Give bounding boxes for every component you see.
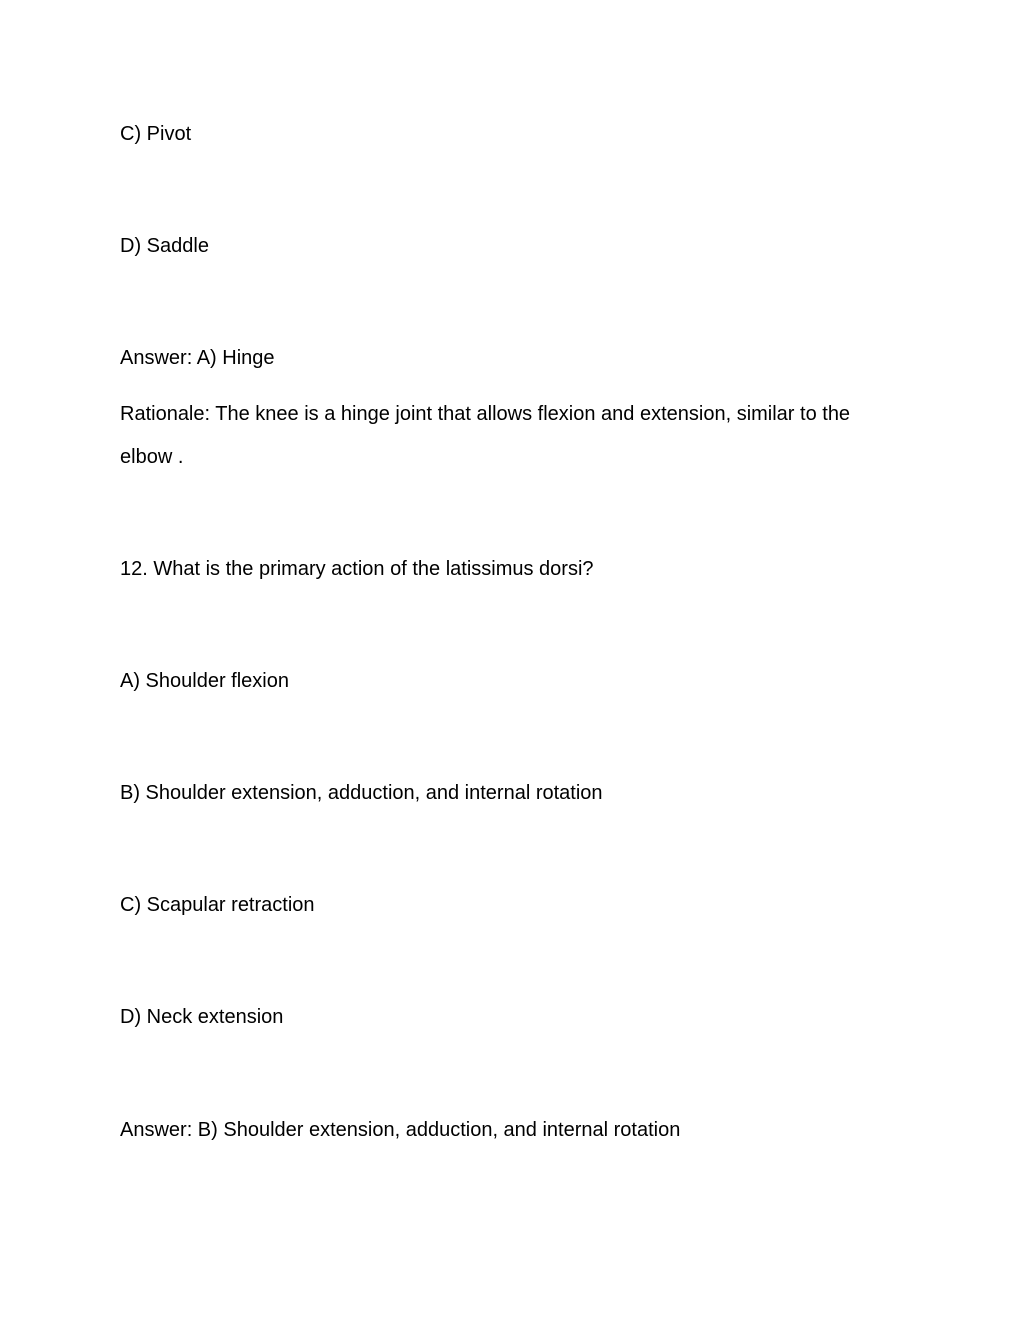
- question-12-option-b: B) Shoulder extension, adduction, and internal rotation: [120, 782, 603, 804]
- rationale-previous: Rationale: The knee is a hinge joint that allows flexion and extension, similar to the elbow .: [120, 403, 851, 468]
- question-12-option-d: D) Neck extension: [120, 1006, 284, 1028]
- question-12-answer: Answer: B) Shoulder extension, adduction, and internal rotation: [120, 1119, 681, 1141]
- answer-previous: Answer: A) Hinge: [120, 347, 275, 369]
- question-12-option-c: C) Scapular retraction: [120, 894, 315, 916]
- question-12-option-a: A) Shoulder flexion: [120, 670, 289, 692]
- question-12: 12. What is the primary action of the latissimus dorsi?: [120, 558, 594, 580]
- option-d-saddle: D) Saddle: [120, 235, 209, 257]
- option-c-pivot: C) Pivot: [120, 123, 192, 145]
